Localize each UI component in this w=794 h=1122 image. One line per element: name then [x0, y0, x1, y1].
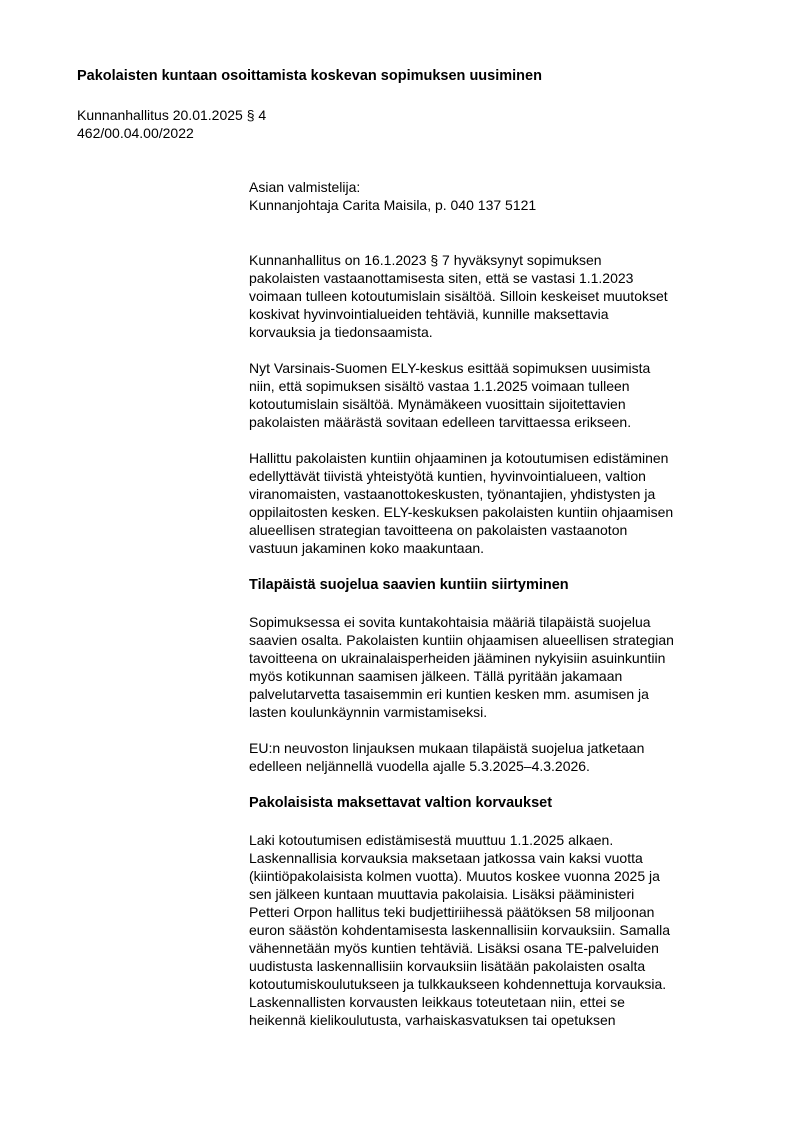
- text-line: vastuun jakaminen koko maakuntaan.: [249, 540, 485, 556]
- text-line: lasten koulunkäynnin varmistamiseksi.: [249, 704, 488, 720]
- intro-paragraph: [249, 449, 749, 557]
- preparer-label: Asian valmistelija:: [249, 179, 361, 195]
- section-paragraph: [249, 613, 749, 721]
- text-line: (kiintiöpakolaisista kolmen vuotta). Muutos koskee vuonna 2025 ja: [249, 868, 660, 884]
- text-line: Nyt Varsinais-Suomen ELY-keskus esittää sopimuksen uusimista: [249, 360, 651, 376]
- text-line: kotoutumislain sisältöä. Mynämäkeen vuosittain sijoitettavien: [249, 396, 626, 412]
- text-line: heikennä kielikoulutusta, varhaiskasvatuksen tai opetuksen: [249, 1012, 616, 1028]
- text-line: EU:n neuvoston linjauksen mukaan tilapäistä suojelua jatketaan: [249, 740, 645, 756]
- reference-number: 462/00.04.00/2022: [77, 125, 194, 141]
- text-line: Laskennallisia korvauksia maksetaan jatkossa vain kaksi vuotta: [249, 850, 643, 866]
- text-line: Kunnanhallitus on 16.1.2023 § 7 hyväksynyt sopimuksen: [249, 252, 602, 268]
- section-heading-temporary-protection: Tilapäistä suojelua saavien kuntiin siirtyminen: [249, 577, 569, 593]
- text-line: palvelutarvetta tasaisemmin eri kuntien kesken mm. asumisen ja: [249, 686, 649, 702]
- text-line: viranomaisten, vastaanottokeskusten, työnantajien, yhdistysten ja: [249, 486, 656, 502]
- text-line: Laki kotoutumisen edistämisestä muuttuu 1.1.2025 alkaen.: [249, 832, 614, 848]
- text-line: voimaan tulleen kotoutumislain sisältöä. Silloin keskeiset muutokset: [249, 288, 668, 304]
- text-line: sen jälkeen kuntaan muuttavia pakolaisia. Lisäksi pääministeri: [249, 886, 635, 902]
- preparer-name: Kunnanjohtaja Carita Maisila, p. 040 137 5121: [249, 197, 537, 213]
- text-line: Sopimuksessa ei sovita kuntakohtaisia määriä tilapäistä suojelua: [249, 614, 651, 630]
- intro-paragraph: [249, 251, 749, 341]
- text-line: Hallittu pakolaisten kuntiin ohjaaminen ja kotoutumisen edistäminen: [249, 450, 669, 466]
- text-line: oppilaitosten kesken. ELY-keskuksen pakolaisten kuntiin ohjaamisen: [249, 504, 674, 520]
- text-line: kotoutumiskoulutukseen ja tulkkaukseen kohdennettuja korvauksia.: [249, 976, 667, 992]
- text-line: pakolaisten määrästä sovitaan edelleen tarvittaessa erikseen.: [249, 414, 632, 430]
- text-line: edelleen neljännellä vuodella ajalle 5.3.2025–4.3.2026.: [249, 758, 590, 774]
- text-line: vähennetään myös kuntien tehtäviä. Lisäksi osana TE-palveluiden: [249, 940, 659, 956]
- text-line: pakolaisten vastaanottamisesta siten, että se vastasi 1.1.2023: [249, 270, 634, 286]
- text-line: alueellisen strategian tavoitteena on pakolaisten vastaanoton: [249, 522, 628, 538]
- text-line: euron säästön kohdentamisesta laskennallisiin korvauksiin. Samalla: [249, 922, 671, 938]
- section-paragraph: [249, 831, 749, 1029]
- text-line: koskivat hyvinvointialueiden tehtäviä, kunnille maksettavia: [249, 306, 609, 322]
- text-line: niin, että sopimuksen sisältö vastaa 1.1.2025 voimaan tulleen: [249, 378, 630, 394]
- intro-paragraph: [249, 359, 749, 431]
- text-line: korvauksia ja tiedonsaamista.: [249, 324, 433, 340]
- board-date-line: Kunnanhallitus 20.01.2025 § 4: [77, 107, 267, 123]
- document-meta: [77, 106, 266, 142]
- document-body: [249, 178, 749, 1029]
- text-line: uudistusta laskennallisiin korvauksiin lisätään pakolaisten osalta: [249, 958, 646, 974]
- text-line: edellyttävät tiivistä yhteistyötä kuntien, hyvinvointialueen, valtion: [249, 468, 646, 484]
- text-line: Laskennallisten korvausten leikkaus toteutetaan niin, ettei se: [249, 994, 625, 1010]
- preparer-block: [249, 178, 749, 214]
- text-line: tavoitteena on ukrainalaisperheiden jääminen nykyisiin asuinkuntiin: [249, 650, 666, 666]
- text-line: saavien osalta. Pakolaisten kuntiin ohjaamisen alueellisen strategian: [249, 632, 674, 648]
- text-line: myös kotikunnan saamisen jälkeen. Tällä pyritään jakamaan: [249, 668, 623, 684]
- document-title: Pakolaisten kuntaan osoittamista koskevan sopimuksen uusiminen: [77, 68, 542, 84]
- section-heading-state-compensation: Pakolaisista maksettavat valtion korvaukset: [249, 795, 553, 811]
- section-paragraph: [249, 739, 749, 775]
- text-line: Petteri Orpon hallitus teki budjettiriihessä päätöksen 58 miljoonan: [249, 904, 655, 920]
